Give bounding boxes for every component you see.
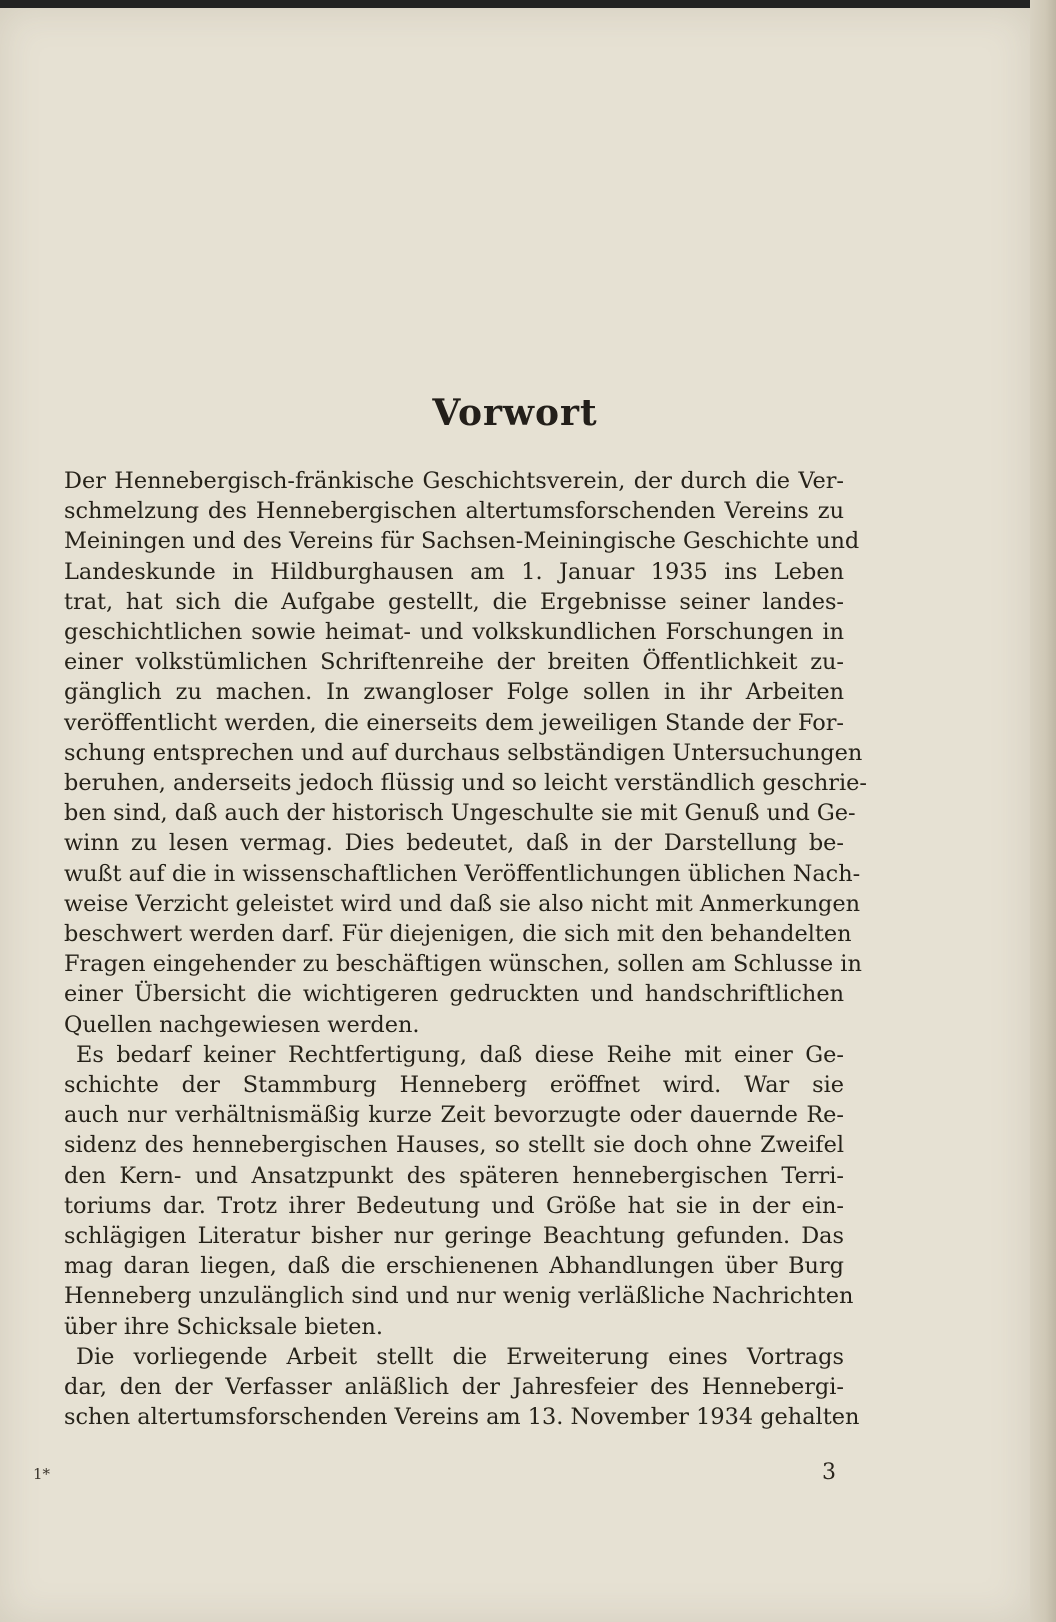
text-line: Meiningen und des Vereins für Sachsen-Meiningische Geschichte und: [64, 528, 860, 555]
text-line: Es bedarf keiner Rechtfertigung, daß diese Reihe mit einer Ge-: [76, 1041, 844, 1068]
text-line: Henneberg unzulänglich sind und nur wenig verläßliche Nachrichten: [64, 1283, 854, 1310]
page-title: Vorwort: [432, 392, 598, 434]
text-line: Landeskunde in Hildburghausen am 1. Januar 1935 ins Leben: [64, 558, 844, 585]
book-page: [0, 8, 1030, 1622]
text-line: mag daran liegen, daß die erschienenen Abhandlungen über Burg: [64, 1253, 844, 1280]
text-line: beschwert werden darf. Für diejenigen, die sich mit den behandelten: [64, 921, 852, 948]
text-line: Die vorliegende Arbeit stellt die Erweiterung eines Vortrags: [76, 1343, 844, 1370]
text-line: ben sind, daß auch der historisch Ungeschulte sie mit Genuß und Ge-: [64, 800, 856, 827]
text-line: über ihre Schicksale bieten.: [64, 1313, 383, 1340]
text-line: schichte der Stammburg Henneberg eröffnet wird. War sie: [64, 1072, 844, 1099]
text-line: Der Hennebergisch-fränkische Geschichtsverein, der durch die Ver-: [64, 468, 844, 494]
text-line: schlägigen Literatur bisher nur geringe Beachtung gefunden. Das: [64, 1223, 844, 1250]
text-line: toriums dar. Trotz ihrer Bedeutung und Größe hat sie in der ein-: [64, 1192, 844, 1219]
text-line: dar, den der Verfasser anläßlich der Jahresfeier des Hennebergi-: [64, 1374, 844, 1401]
text-line: gänglich zu machen. In zwangloser Folge sollen in ihr Arbeiten: [64, 679, 844, 706]
text-line: schmelzung des Hennebergischen altertumsforschenden Vereins zu: [64, 498, 844, 525]
body-text: [64, 466, 867, 1433]
scan-top-edge: [0, 0, 1056, 8]
text-line: veröffentlicht werden, die einerseits dem jeweiligen Stande der For-: [64, 709, 844, 736]
text-line: auch nur verhältnismäßig kurze Zeit bevorzugte oder dauernde Re-: [64, 1102, 844, 1129]
text-line: Fragen eingehender zu beschäftigen wünschen, sollen am Schlusse in: [64, 951, 862, 978]
text-line: geschichtlichen sowie heimat- und volkskundlichen Forschungen in: [64, 619, 844, 646]
text-line: wußt auf die in wissenschaftlichen Veröffentlichungen üblichen Nach-: [64, 860, 861, 887]
page-number: 3: [822, 1460, 836, 1485]
text-line: einer volkstümlichen Schriftenreihe der breiten Öffentlichkeit zu-: [64, 649, 844, 676]
text-line: schung entsprechen und auf durchaus selbständigen Untersuchungen: [64, 739, 863, 766]
text-line: weise Verzicht geleistet wird und daß sie also nicht mit Anmerkungen: [64, 890, 861, 917]
text-line: den Kern- und Ansatzpunkt des späteren hennebergischen Terri-: [64, 1162, 844, 1189]
text-line: einer Übersicht die wichtigeren gedruckten und handschriftlichen: [64, 981, 844, 1008]
text-line: beruhen, anderseits jedoch flüssig und so leicht verständlich geschrie-: [64, 770, 867, 797]
text-line: Quellen nachgewiesen werden.: [64, 1011, 420, 1038]
text-line: sidenz des hennebergischen Hauses, so stellt sie doch ohne Zweifel: [64, 1132, 844, 1159]
text-line: winn zu lesen vermag. Dies bedeutet, daß in der Darstellung be-: [64, 830, 844, 857]
page-edge: [1030, 0, 1056, 1622]
text-line: trat, hat sich die Aufgabe gestellt, die Ergebnisse seiner landes-: [64, 588, 844, 615]
text-line: schen altertumsforschenden Vereins am 13. November 1934 gehalten: [64, 1404, 860, 1431]
signature-mark: 1*: [33, 1465, 51, 1483]
